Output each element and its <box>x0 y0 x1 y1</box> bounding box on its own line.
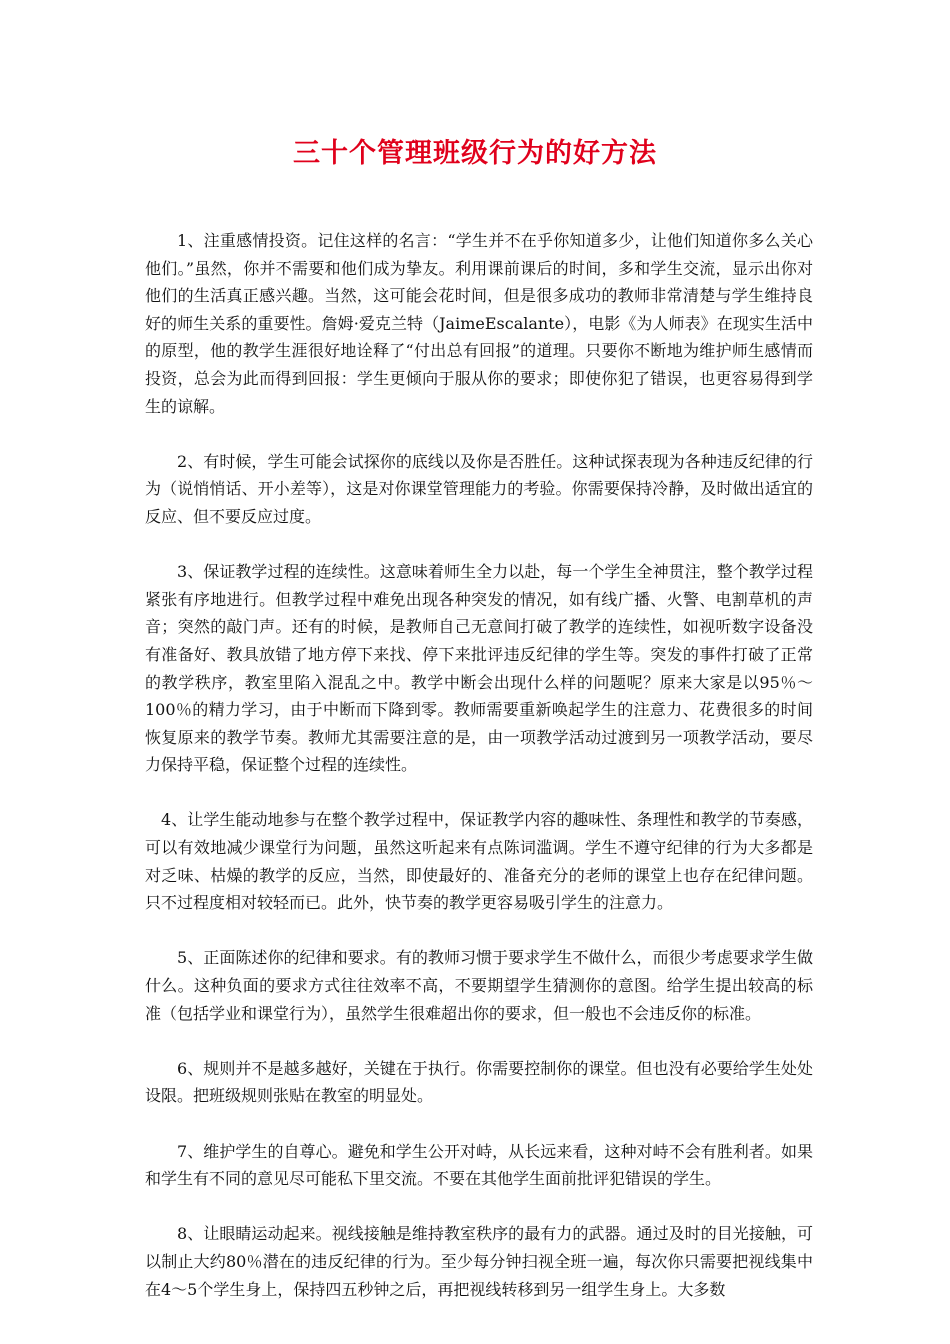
paragraph-2: 2、有时候，学生可能会试探你的底线以及你是否胜任。这种试探表现为各种违反纪律的行为（说悄悄话、开小差等），这是对你课堂管理能力的考验。你需要保持冷静，及时做出适宜的反应、但不要反应过度。 <box>145 451 813 526</box>
document-title: 三十个管理班级行为的好方法 <box>293 138 657 169</box>
paragraph-1: 1、注重感情投资。记住这样的名言：“学生并不在乎你知道多少，让他们知道你多么关心他们。”虽然，你并不需要和他们成为挚友。利用课前课后的时间，多和学生交流，显示出你对他们的生活真正感兴趣。当然，这可能会花时间，但是很多成功的教师非常清楚与学生维持良好的师生关系的重要性。詹姆·爱克兰特（JaimeEscalante），电影《为人师表》在现实生活中的原型，他的教学生涯很好地诠释了“付出总有回报”的道理。只要你不断地为维护师生感情而投资，总会为此而得到回报：学生更倾向于服从你的要求；即使你犯了错误，也更容易得到学生的谅解。 <box>145 231 813 416</box>
paragraph-5: 5、正面陈述你的纪律和要求。有的教师习惯于要求学生不做什么，而很少考虑要求学生做什么。这种负面的要求方式往往效率不高，不要期望学生猜测你的意图。给学生提出较高的标准（包括学业和课堂行为），虽然学生很难超出你的要求，但一般也不会违反你的标准。 <box>145 948 813 1023</box>
document-body <box>145 227 813 1331</box>
paragraph-8: 8、让眼睛运动起来。视线接触是维持教室秩序的最有力的武器。通过及时的目光接触，可以制止大约80％潜在的违反纪律的行为。至少每分钟扫视全班一遍，每次你只需要把视线集中在4～5个学生身上，保持四五秒钟之后，再把视线转移到另一组学生身上。大多数 <box>145 1224 813 1299</box>
paragraph-4: 4、让学生能动地参与在整个教学过程中，保证教学内容的趣味性、条理性和教学的节奏感，可以有效地减少课堂行为问题，虽然这听起来有点陈词滥调。学生不遵守纪律的行为大多都是对乏味、枯燥的教学的反应，当然，即使最好的、准备充分的老师的课堂上也存在纪律问题。只不过程度相对较轻而已。此外，快节奏的教学更容易吸引学生的注意力。 <box>145 810 813 913</box>
paragraph-7: 7、维护学生的自尊心。避免和学生公开对峙，从长远来看，这种对峙不会有胜利者。如果和学生有不同的意见尽可能私下里交流。不要在其他学生面前批评犯错误的学生。 <box>145 1141 813 1189</box>
paragraph-6: 6、规则并不是越多越好，关键在于执行。你需要控制你的课堂。但也没有必要给学生处处设限。把班级规则张贴在教室的明显处。 <box>145 1058 813 1106</box>
paragraph-3: 3、保证教学过程的连续性。这意味着师生全力以赴，每一个学生全神贯注，整个教学过程紧张有序地进行。但教学过程中难免出现各种突发的情况，如有线广播、火警、电割草机的声音；突然的敲门声。还有的时候，是教师自己无意间打破了教学的连续性，如视听数字设备没有准备好、教具放错了地方停下来找、停下来批评违反纪律的学生等。突发的事件打破了正常的教学秩序，教室里陷入混乱之中。教学中断会出现什么样的问题呢？原来大家是以95％～100％的精力学习，由于中断而下降到零。教师需要重新唤起学生的注意力、花费很多的时间恢复原来的教学节奏。教师尤其需要注意的是，由一项教学活动过渡到另一项教学活动，要尽力保持平稳，保证整个过程的连续性。 <box>145 562 813 775</box>
